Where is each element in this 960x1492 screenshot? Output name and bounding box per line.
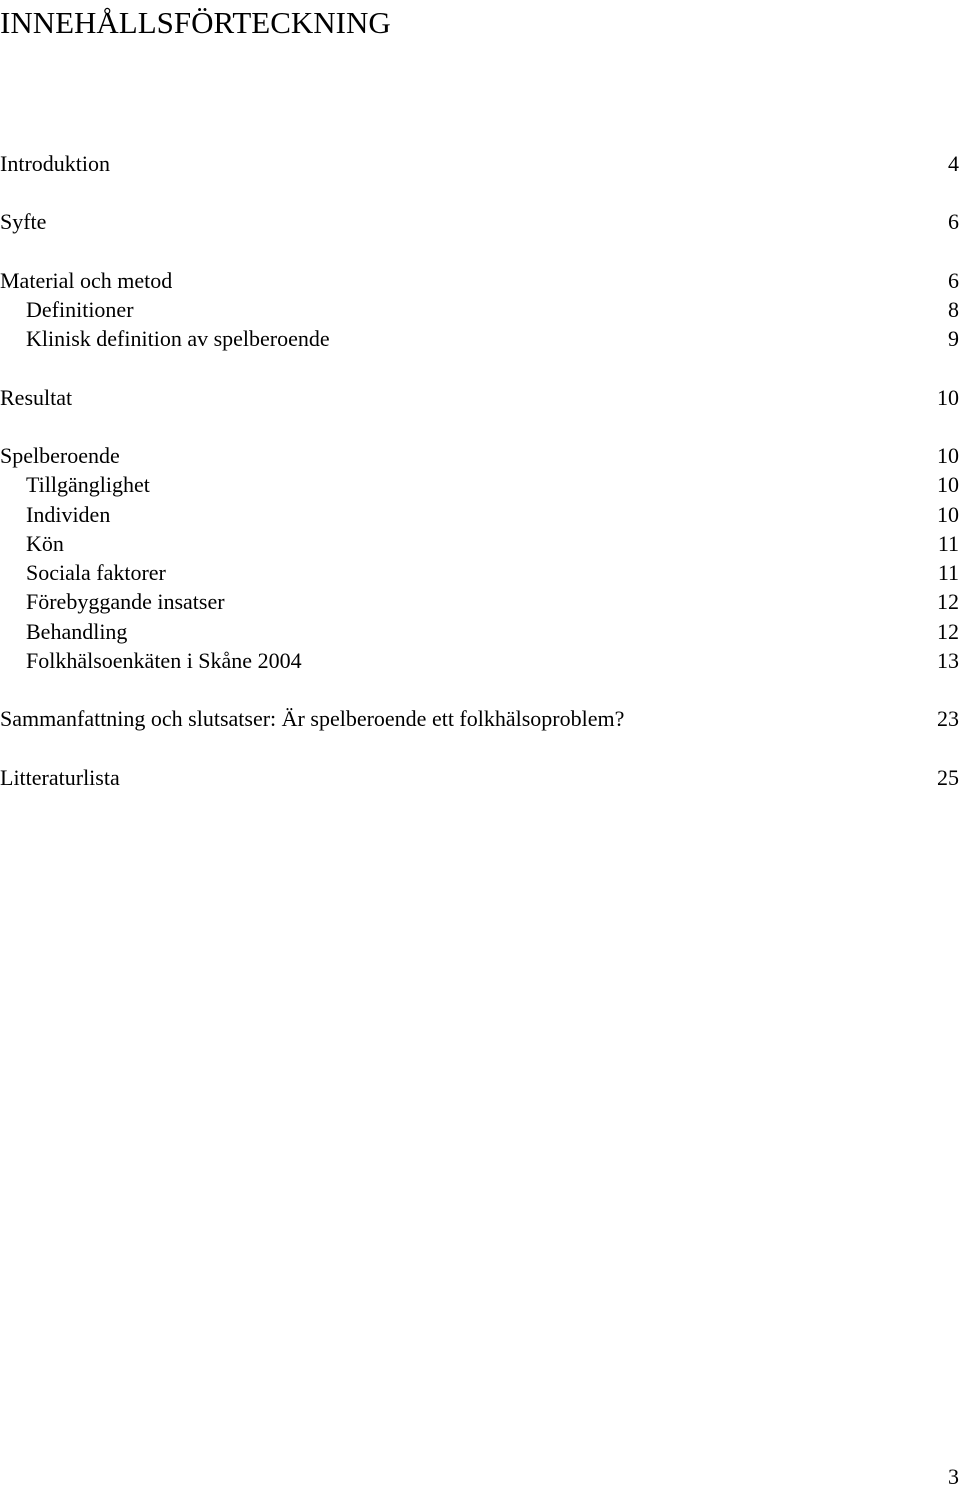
toc-entry-title: Resultat	[0, 385, 73, 410]
toc-entry[interactable]	[0, 704, 960, 734]
toc-entry-page: 6	[948, 209, 959, 234]
toc-entry[interactable]	[0, 149, 960, 179]
toc-entry-page: 4	[948, 151, 959, 176]
toc-entry-page: 10	[937, 472, 959, 497]
toc-subentry[interactable]	[0, 646, 960, 676]
toc-subentry[interactable]	[0, 470, 960, 500]
toc-entry-title: Förebyggande insatser	[26, 589, 225, 614]
toc-subentry[interactable]	[0, 324, 960, 354]
toc-entry-page: 10	[937, 385, 959, 410]
toc-entry-title: Spelberoende	[0, 443, 120, 468]
toc-entry-title: Syfte	[0, 209, 47, 234]
toc-entry-title: Kön	[26, 531, 64, 556]
toc-entry[interactable]	[0, 266, 960, 296]
toc-heading: INNEHÅLLSFÖRTECKNING	[0, 5, 391, 40]
toc-entry[interactable]	[0, 207, 960, 237]
toc-subentry[interactable]	[0, 500, 960, 530]
toc-entry-page: 23	[937, 706, 959, 731]
toc-entry-page: 25	[937, 765, 959, 790]
toc-entry-title: Material och metod	[0, 268, 173, 293]
toc-entry-title: Klinisk definition av spelberoende	[26, 326, 330, 351]
toc-subentry[interactable]	[0, 558, 960, 588]
toc-entry-title: Definitioner	[26, 297, 134, 322]
page-number: 3	[948, 1464, 959, 1489]
toc-entry[interactable]	[0, 763, 960, 793]
toc-entry-title: Litteraturlista	[0, 765, 120, 790]
toc-entry-title: Tillgänglighet	[26, 472, 150, 497]
toc-subentry[interactable]	[0, 587, 960, 617]
toc-entry-page: 10	[937, 502, 959, 527]
toc-entry-page: 6	[948, 268, 959, 293]
toc-entry-title: Individen	[26, 502, 111, 527]
toc-subentry[interactable]	[0, 295, 960, 325]
toc-entry-title: Sammanfattning och slutsatser: Är spelberoende ett folkhälsoproblem?	[0, 706, 625, 731]
toc-entry-page: 11	[937, 560, 959, 585]
toc-entry-page: 13	[937, 648, 959, 673]
toc-entry-page: 9	[948, 326, 959, 351]
toc-entry-title: Behandling	[26, 619, 128, 644]
toc-entry-page: 12	[937, 589, 959, 614]
toc-entry-page: 11	[937, 531, 959, 556]
toc-entry-page: 12	[937, 619, 959, 644]
toc-entry-title: Folkhälsoenkäten i Skåne 2004	[26, 648, 302, 673]
toc-entry[interactable]	[0, 383, 960, 413]
toc-entry-title: Sociala faktorer	[26, 560, 166, 585]
toc-entry-page: 8	[948, 297, 959, 322]
toc-subentry[interactable]	[0, 617, 960, 647]
toc-entry-page: 10	[937, 443, 959, 468]
toc-entry[interactable]	[0, 441, 960, 471]
toc-entry-title: Introduktion	[0, 151, 110, 176]
toc-subentry[interactable]	[0, 529, 960, 559]
